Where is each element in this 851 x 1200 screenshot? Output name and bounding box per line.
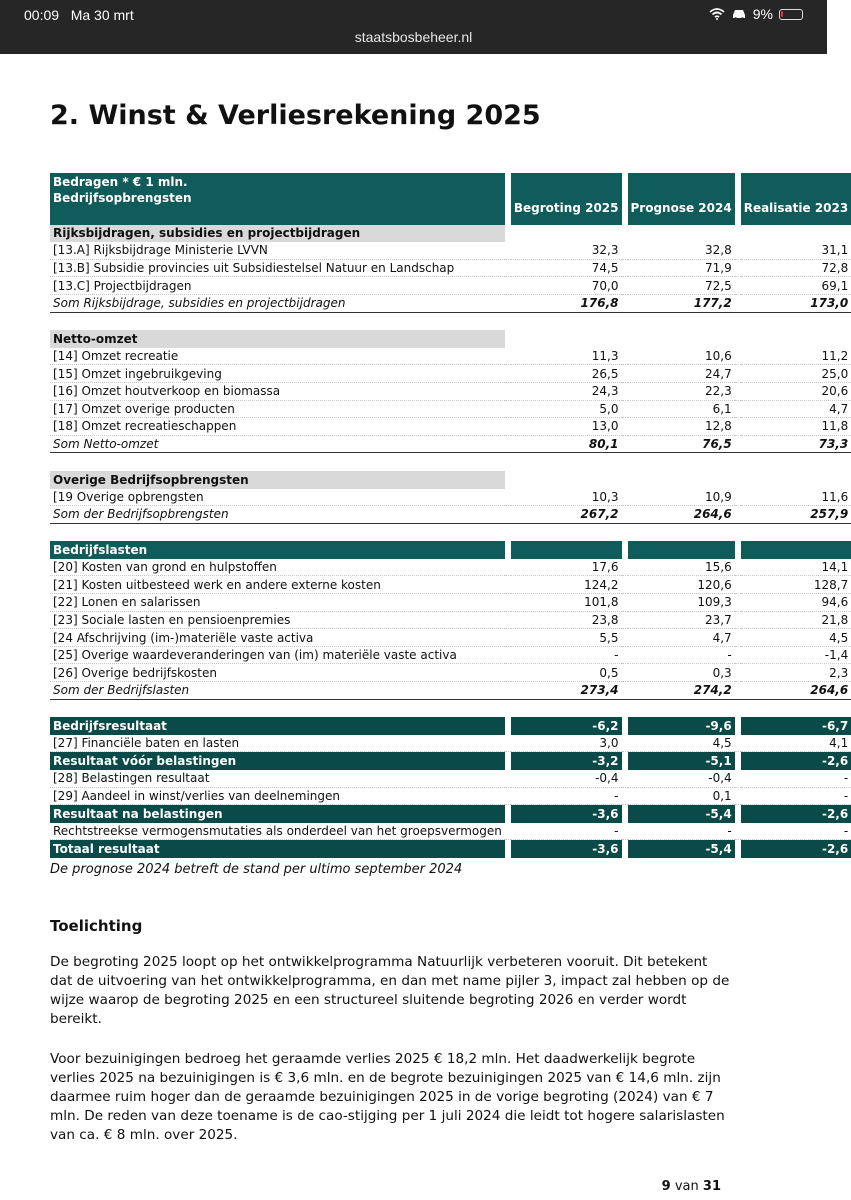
row-value: -2,6 bbox=[741, 805, 851, 823]
row-value bbox=[511, 313, 622, 331]
wifi-icon bbox=[709, 8, 725, 20]
table-row bbox=[50, 401, 851, 419]
row-label: [27] Financiële baten en lasten bbox=[50, 735, 505, 753]
row-value: 71,9 bbox=[628, 260, 735, 278]
status-right bbox=[709, 6, 803, 22]
table-row bbox=[50, 365, 851, 383]
row-value: 14,1 bbox=[741, 559, 851, 577]
table-row bbox=[50, 770, 851, 788]
row-value: 23,7 bbox=[628, 612, 735, 630]
row-value: 22,3 bbox=[628, 383, 735, 401]
table-row bbox=[50, 225, 851, 243]
row-value: -9,6 bbox=[628, 717, 735, 735]
row-value bbox=[511, 541, 622, 559]
row-value: 264,6 bbox=[628, 506, 735, 524]
row-value: 26,5 bbox=[511, 365, 622, 383]
row-value: -1,4 bbox=[741, 647, 851, 665]
row-label bbox=[50, 524, 505, 542]
row-value: 10,3 bbox=[511, 489, 622, 507]
row-value: 10,9 bbox=[628, 489, 735, 507]
spacer-row bbox=[50, 700, 851, 718]
row-value: 31,1 bbox=[741, 242, 851, 260]
row-value: 74,5 bbox=[511, 260, 622, 278]
row-value: 0,5 bbox=[511, 664, 622, 682]
column-header-realisatie: Realisatie 2023 bbox=[741, 191, 851, 225]
row-label: Rijksbijdragen, subsidies en projectbijdragen bbox=[50, 225, 505, 243]
table-row bbox=[50, 260, 851, 278]
row-value: 0,1 bbox=[628, 788, 735, 806]
table-row bbox=[50, 647, 851, 665]
table-row bbox=[50, 664, 851, 682]
row-value bbox=[511, 700, 622, 718]
row-value: 23,8 bbox=[511, 612, 622, 630]
row-value bbox=[628, 541, 735, 559]
row-value: 21,8 bbox=[741, 612, 851, 630]
table-row bbox=[50, 330, 851, 348]
row-value: 4,5 bbox=[628, 735, 735, 753]
row-label bbox=[50, 313, 505, 331]
row-label: Rechtstreekse vermogensmutaties als onderdeel van het groepsvermogen bbox=[50, 823, 505, 841]
table-row bbox=[50, 576, 851, 594]
row-label: Som Netto-omzet bbox=[50, 436, 505, 454]
row-value: - bbox=[741, 823, 851, 841]
row-value bbox=[741, 330, 851, 348]
row-value: 24,7 bbox=[628, 365, 735, 383]
status-bar bbox=[0, 0, 827, 54]
row-value: 267,2 bbox=[511, 506, 622, 524]
row-value bbox=[741, 471, 851, 489]
row-value bbox=[741, 313, 851, 331]
section-header: Bedrijfsopbrengsten bbox=[50, 191, 505, 225]
table-row bbox=[50, 823, 851, 841]
battery-icon bbox=[779, 9, 803, 20]
row-label: [19 Overige opbrengsten bbox=[50, 489, 505, 507]
financial-table bbox=[50, 173, 851, 858]
row-value: 173,0 bbox=[741, 295, 851, 313]
row-value: 69,1 bbox=[741, 277, 851, 295]
row-value: 94,6 bbox=[741, 594, 851, 612]
row-value: 80,1 bbox=[511, 436, 622, 454]
row-label: [13.C] Projectbijdragen bbox=[50, 277, 505, 295]
page-sep: van bbox=[674, 1179, 699, 1194]
row-label: Bedrijfslasten bbox=[50, 541, 505, 559]
row-value: 4,7 bbox=[628, 629, 735, 647]
row-value: 32,3 bbox=[511, 242, 622, 260]
row-value: 4,7 bbox=[741, 401, 851, 419]
row-label: Som Rijksbijdrage, subsidies en projectbijdragen bbox=[50, 295, 505, 313]
unit-row bbox=[50, 173, 851, 191]
table-row bbox=[50, 735, 851, 753]
row-value: 124,2 bbox=[511, 576, 622, 594]
battery-percent: 9% bbox=[752, 6, 773, 22]
row-label: [25] Overige waardeveranderingen van (im) materiële vaste activa bbox=[50, 647, 505, 665]
table-row bbox=[50, 594, 851, 612]
page-title: 2. Winst & Verliesrekening 2025 bbox=[50, 100, 541, 131]
row-value: - bbox=[741, 770, 851, 788]
row-value: 11,3 bbox=[511, 348, 622, 366]
row-value: 72,8 bbox=[741, 260, 851, 278]
table-row bbox=[50, 506, 851, 524]
row-value bbox=[741, 524, 851, 542]
row-value: 32,8 bbox=[628, 242, 735, 260]
table-row bbox=[50, 295, 851, 313]
row-value bbox=[741, 453, 851, 471]
row-value: 4,1 bbox=[741, 735, 851, 753]
row-value: -0,4 bbox=[511, 770, 622, 788]
table-row bbox=[50, 629, 851, 647]
row-value: 12,8 bbox=[628, 418, 735, 436]
row-value: 264,6 bbox=[741, 682, 851, 700]
row-value: - bbox=[628, 823, 735, 841]
row-value: 109,3 bbox=[628, 594, 735, 612]
row-value: 257,9 bbox=[741, 506, 851, 524]
table-row bbox=[50, 471, 851, 489]
section-title: Toelichting bbox=[50, 917, 143, 935]
row-value: 15,6 bbox=[628, 559, 735, 577]
row-label: Bedrijfsresultaat bbox=[50, 717, 505, 735]
row-label: Som der Bedrijfsopbrengsten bbox=[50, 506, 505, 524]
table-row bbox=[50, 682, 851, 700]
row-value: 11,6 bbox=[741, 489, 851, 507]
row-value: 176,8 bbox=[511, 295, 622, 313]
url-bar[interactable]: staatsbosbeheer.nl bbox=[354, 29, 473, 45]
row-label: [13.A] Rijksbijdrage Ministerie LVVN bbox=[50, 242, 505, 260]
row-value bbox=[628, 471, 735, 489]
row-value: - bbox=[511, 823, 622, 841]
row-value: 5,0 bbox=[511, 401, 622, 419]
row-value: 128,7 bbox=[741, 576, 851, 594]
row-value bbox=[511, 330, 622, 348]
row-value: - bbox=[511, 788, 622, 806]
row-label: [22] Lonen en salarissen bbox=[50, 594, 505, 612]
row-value: 70,0 bbox=[511, 277, 622, 295]
row-value: 76,5 bbox=[628, 436, 735, 454]
table-row bbox=[50, 348, 851, 366]
row-value: -6,7 bbox=[741, 717, 851, 735]
column-header-begroting: Begroting 2025 bbox=[511, 191, 622, 225]
row-label: Overige Bedrijfsopbrengsten bbox=[50, 471, 505, 489]
row-label: [28] Belastingen resultaat bbox=[50, 770, 505, 788]
row-label: [24 Afschrijving (im-)materiële vaste activa bbox=[50, 629, 505, 647]
row-value: 73,3 bbox=[741, 436, 851, 454]
row-value bbox=[628, 225, 735, 243]
row-value: -5,4 bbox=[628, 805, 735, 823]
row-value: 17,6 bbox=[511, 559, 622, 577]
row-value: -5,4 bbox=[628, 840, 735, 858]
row-value: - bbox=[741, 788, 851, 806]
row-value: 274,2 bbox=[628, 682, 735, 700]
row-label bbox=[50, 700, 505, 718]
table-row bbox=[50, 383, 851, 401]
row-value bbox=[511, 471, 622, 489]
row-value: -2,6 bbox=[741, 840, 851, 858]
row-value bbox=[628, 453, 735, 471]
row-label: [29] Aandeel in winst/verlies van deelnemingen bbox=[50, 788, 505, 806]
table-footnote: De prognose 2024 betreft de stand per ultimo september 2024 bbox=[50, 862, 463, 877]
column-header-prognose: Prognose 2024 bbox=[628, 191, 735, 225]
table-row bbox=[50, 805, 851, 823]
row-value: 24,3 bbox=[511, 383, 622, 401]
table-body bbox=[50, 173, 851, 858]
row-value bbox=[741, 225, 851, 243]
row-value: -5,1 bbox=[628, 752, 735, 770]
table-row bbox=[50, 418, 851, 436]
status-time: 00:09 Ma 30 mrt bbox=[24, 7, 134, 23]
row-label bbox=[50, 453, 505, 471]
row-value: 13,0 bbox=[511, 418, 622, 436]
row-value bbox=[741, 541, 851, 559]
row-label: Resultaat vóór belastingen bbox=[50, 752, 505, 770]
row-value: 177,2 bbox=[628, 295, 735, 313]
row-value: 0,3 bbox=[628, 664, 735, 682]
row-label: Netto-omzet bbox=[50, 330, 505, 348]
column-header-row bbox=[50, 191, 851, 225]
row-value bbox=[741, 700, 851, 718]
row-value: -3,6 bbox=[511, 840, 622, 858]
row-label: [17] Omzet overige producten bbox=[50, 401, 505, 419]
row-value: - bbox=[511, 647, 622, 665]
spacer-row bbox=[50, 313, 851, 331]
row-value: 3,0 bbox=[511, 735, 622, 753]
row-value: -0,4 bbox=[628, 770, 735, 788]
table-row bbox=[50, 242, 851, 260]
row-value: -3,2 bbox=[511, 752, 622, 770]
row-label: [16] Omzet houtverkoop en biomassa bbox=[50, 383, 505, 401]
page-total: 31 bbox=[702, 1179, 721, 1194]
row-label: [15] Omzet ingebruikgeving bbox=[50, 365, 505, 383]
row-value bbox=[511, 524, 622, 542]
table-row bbox=[50, 559, 851, 577]
row-value bbox=[628, 330, 735, 348]
table-row bbox=[50, 612, 851, 630]
row-label: [14] Omzet recreatie bbox=[50, 348, 505, 366]
row-value: -2,6 bbox=[741, 752, 851, 770]
row-label: [13.B] Subsidie provincies uit Subsidiestelsel Natuur en Landschap bbox=[50, 260, 505, 278]
row-label: [18] Omzet recreatieschappen bbox=[50, 418, 505, 436]
row-value: 2,3 bbox=[741, 664, 851, 682]
row-value: 120,6 bbox=[628, 576, 735, 594]
row-value bbox=[628, 700, 735, 718]
row-value bbox=[628, 524, 735, 542]
row-value: -3,6 bbox=[511, 805, 622, 823]
row-value: 11,8 bbox=[741, 418, 851, 436]
row-label: [20] Kosten van grond en hulpstoffen bbox=[50, 559, 505, 577]
table-row bbox=[50, 541, 851, 559]
status-date: Ma 30 mrt bbox=[70, 7, 134, 23]
row-value: 5,5 bbox=[511, 629, 622, 647]
row-value: 20,6 bbox=[741, 383, 851, 401]
spacer-row bbox=[50, 453, 851, 471]
row-value: 11,2 bbox=[741, 348, 851, 366]
paragraph: Voor bezuinigingen bedroeg het geraamde verlies 2025 € 18,2 mln. Het daadwerkelijk begrote verlies 2025 na bezuinigingen is € 3,6 mln. en de begrote bezuinigingen 2025 van € 14,6 mln. zijn daarmee ruim hoger dan de geraamde bezuinigingen 2025 in de vorige begroting (2024) van € 7 mln. De reden van deze toename is de cao-stijging per 1 juli 2024 die leidt tot hogere salarislasten van ca. € 8 mln. over 2025. bbox=[50, 1051, 725, 1143]
page-number bbox=[662, 1179, 721, 1194]
row-value bbox=[628, 313, 735, 331]
row-label: Resultaat na belastingen bbox=[50, 805, 505, 823]
spacer-row bbox=[50, 524, 851, 542]
table-row bbox=[50, 840, 851, 858]
table-row bbox=[50, 788, 851, 806]
row-value: 273,4 bbox=[511, 682, 622, 700]
table-row bbox=[50, 717, 851, 735]
table-row bbox=[50, 489, 851, 507]
table-row bbox=[50, 277, 851, 295]
row-label: [26] Overige bedrijfskosten bbox=[50, 664, 505, 682]
row-label: [23] Sociale lasten en pensioenpremies bbox=[50, 612, 505, 630]
paragraph: De begroting 2025 loopt op het ontwikkelprogramma Natuurlijk verbeteren vooruit. Dit betekent dat de uitvoering van het ontwikkelprogramma, en dan met name pijler 3, impact zal hebben op de wijze waarop de begroting 2025 en een structureel sluitende begroting 2026 en verder wordt bereikt. bbox=[50, 954, 730, 1027]
table-row bbox=[50, 752, 851, 770]
row-value: 25,0 bbox=[741, 365, 851, 383]
page-current: 9 bbox=[661, 1179, 671, 1194]
row-value bbox=[511, 453, 622, 471]
row-value: -6,2 bbox=[511, 717, 622, 735]
row-value bbox=[511, 225, 622, 243]
row-label: Totaal resultaat bbox=[50, 840, 505, 858]
battery-fill bbox=[781, 11, 783, 17]
unit-label: Bedragen * € 1 mln. bbox=[50, 173, 505, 191]
row-value: 4,5 bbox=[741, 629, 851, 647]
row-value: 72,5 bbox=[628, 277, 735, 295]
row-value: 10,6 bbox=[628, 348, 735, 366]
row-label: [21] Kosten uitbesteed werk en andere externe kosten bbox=[50, 576, 505, 594]
row-value: 101,8 bbox=[511, 594, 622, 612]
row-value: 6,1 bbox=[628, 401, 735, 419]
table-row bbox=[50, 436, 851, 454]
car-icon bbox=[731, 8, 747, 20]
row-label: Som der Bedrijfslasten bbox=[50, 682, 505, 700]
row-value: - bbox=[628, 647, 735, 665]
